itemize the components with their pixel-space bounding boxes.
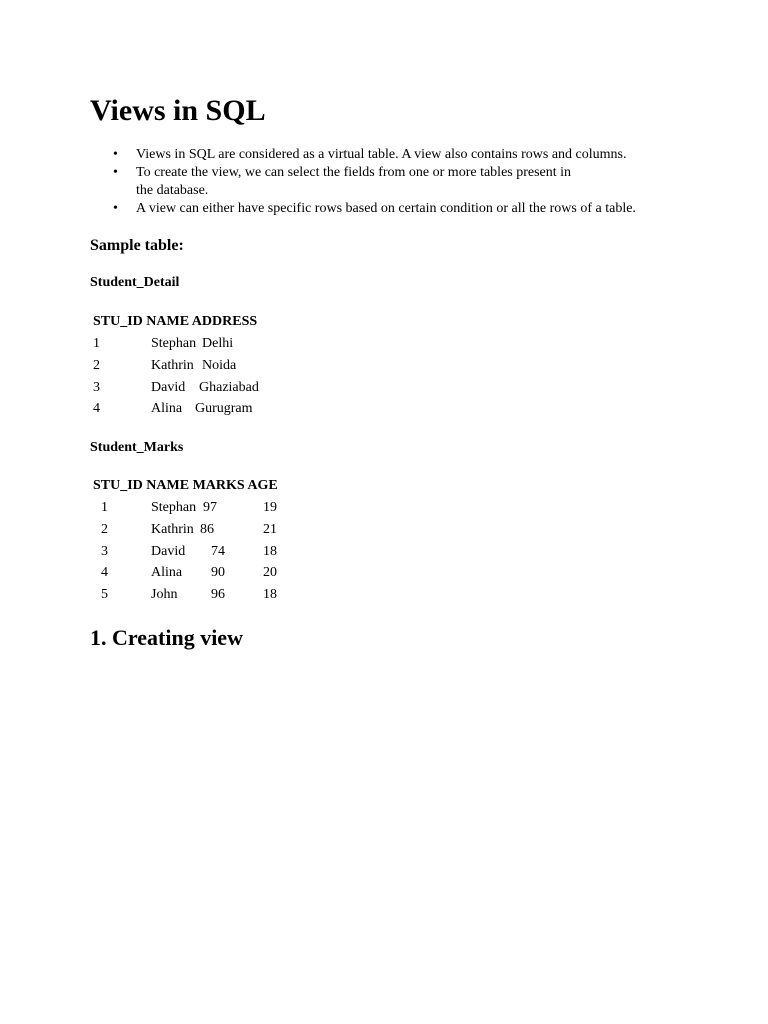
cell-marks: 90 [211, 565, 225, 581]
student-detail-title: Student_Detail [90, 275, 180, 290]
table-row [90, 543, 410, 565]
cell-age: 20 [263, 565, 277, 581]
cell-id: 2 [93, 357, 100, 373]
cell-name: Stephan [151, 336, 197, 351]
cell-id: 4 [93, 401, 100, 417]
student-detail-table [90, 313, 390, 422]
bullet-item [90, 164, 730, 200]
cell-name: Stephan [151, 500, 197, 515]
table-row [90, 499, 410, 521]
cell-name: David [151, 543, 186, 559]
cell-address: Delhi [202, 336, 234, 351]
cell-marks: 74 [211, 543, 225, 559]
table-row [90, 586, 410, 608]
bullet-item [90, 146, 730, 164]
cell-id: 1 [101, 500, 108, 515]
cell-name: David [151, 379, 186, 395]
intro-bullet-list [90, 146, 730, 218]
bullet-text-continuation: the database. [136, 183, 209, 198]
cell-name: John [151, 587, 178, 602]
cell-id: 2 [101, 521, 108, 537]
cell-address: Gurugram [195, 401, 253, 417]
bullet-text: A view can either have specific rows based on certain condition or all the rows of a table. [136, 201, 636, 216]
cell-id: 3 [101, 543, 108, 559]
student-marks-table [90, 477, 410, 608]
cell-name: Alina [151, 401, 183, 417]
table-row [90, 521, 410, 543]
cell-name: Kathrin [151, 521, 194, 537]
cell-age: 21 [263, 521, 277, 537]
cell-age: 19 [263, 500, 277, 515]
cell-marks: 96 [211, 587, 225, 602]
cell-marks: 86 [200, 521, 214, 537]
table-row [90, 379, 390, 401]
cell-id: 3 [93, 379, 100, 395]
section-heading-creating-view: 1. Creating view [90, 625, 243, 650]
cell-address: Noida [202, 357, 237, 373]
cell-name: Kathrin [151, 357, 194, 373]
table-row [90, 564, 410, 586]
bullet-text: To create the view, we can select the fields from one or more tables present in [136, 165, 572, 180]
cell-marks: 97 [203, 500, 217, 515]
cell-age: 18 [263, 587, 277, 602]
sample-table-heading: Sample table: [90, 237, 184, 254]
table-header: STU_ID NAME ADDRESS [93, 314, 258, 329]
table-header: STU_ID NAME MARKS AGE [93, 478, 278, 493]
bullet-item [90, 200, 730, 218]
table-row [90, 335, 390, 357]
cell-id: 1 [93, 336, 100, 351]
cell-name: Alina [151, 565, 183, 581]
table-row [90, 357, 390, 379]
cell-age: 18 [263, 543, 277, 559]
cell-id: 4 [101, 565, 108, 581]
table-row [90, 400, 390, 422]
cell-id: 5 [101, 587, 108, 602]
page-title: Views in SQL [90, 94, 266, 127]
cell-address: Ghaziabad [199, 379, 259, 395]
bullet-text: Views in SQL are considered as a virtual table. A view also contains rows and columns. [136, 147, 627, 162]
student-marks-title: Student_Marks [90, 440, 184, 455]
